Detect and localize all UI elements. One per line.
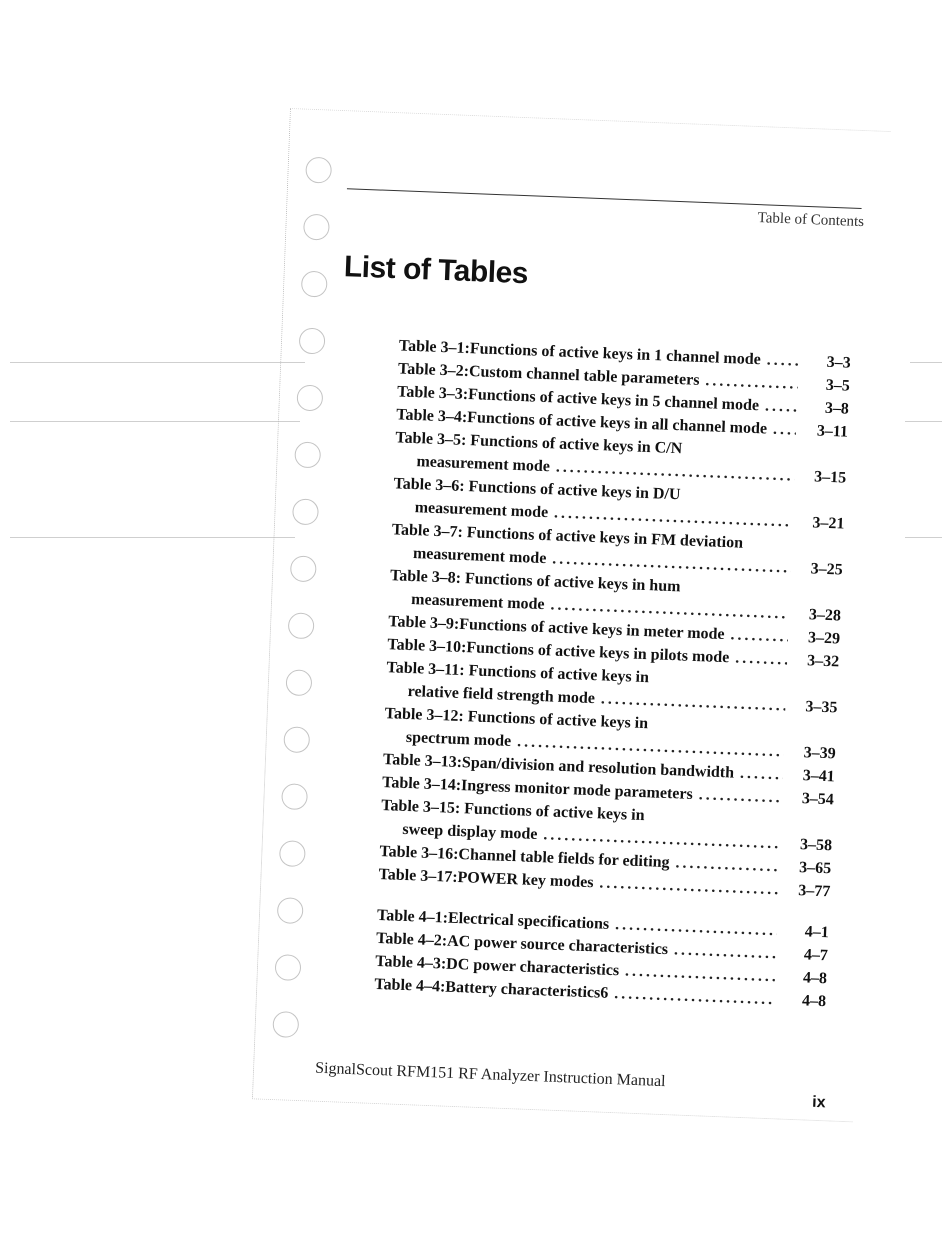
dot-leader bbox=[773, 418, 797, 442]
dot-leader bbox=[730, 623, 788, 648]
table-page-number: 3–41 bbox=[802, 767, 836, 786]
table-label: Table 3–14: bbox=[381, 774, 462, 795]
table-title-continued: measurement mode bbox=[414, 499, 549, 522]
table-label: Table 3–13: bbox=[382, 751, 463, 772]
table-title: Functions of active keys in bbox=[468, 662, 650, 687]
table-title-continued: relative field strength mode bbox=[407, 682, 596, 708]
table-title: Functions of active keys in 5 channel mode bbox=[467, 386, 760, 415]
table-page-number: 4–8 bbox=[802, 969, 828, 988]
manual-title: SignalScout RFM151 RF Analyzer Instruction Manual bbox=[314, 1059, 666, 1091]
table-page-number: 3–39 bbox=[803, 744, 836, 763]
table-title: Functions of active keys in FM deviation bbox=[466, 524, 744, 552]
page-number: ix bbox=[811, 1093, 826, 1112]
table-page-number: 3–21 bbox=[812, 514, 845, 533]
table-label: Table 3–2: bbox=[397, 360, 470, 381]
table-page-number: 3–25 bbox=[810, 560, 843, 579]
table-title: Electrical specifications bbox=[447, 909, 610, 933]
running-header: Table of Contents bbox=[757, 210, 865, 231]
dot-leader bbox=[765, 394, 798, 418]
table-title: Custom channel table parameters bbox=[468, 363, 700, 389]
table-label: Table 3–4: bbox=[395, 406, 468, 427]
table-label: Table 4–1: bbox=[376, 906, 449, 927]
scan-line bbox=[905, 537, 942, 538]
table-title: Functions of active keys in bbox=[467, 708, 649, 733]
table-title-continued: spectrum mode bbox=[405, 728, 512, 750]
table-title-continued: measurement mode bbox=[410, 591, 545, 614]
dot-leader bbox=[766, 348, 799, 372]
table-page-number: 3–65 bbox=[798, 859, 832, 878]
table-title: Functions of active keys in meter mode bbox=[458, 615, 725, 644]
table-title: Battery characteristics6 bbox=[445, 978, 609, 1002]
table-title: Functions of active keys in hum bbox=[464, 570, 681, 596]
table-title: Ingress monitor mode parameters bbox=[460, 777, 694, 803]
dot-leader bbox=[735, 647, 788, 672]
table-title: Channel table fields for editing bbox=[458, 846, 670, 872]
table-label: Table 4–4: bbox=[374, 975, 446, 996]
table-title-continued: measurement mode bbox=[416, 453, 551, 476]
table-page-number: 3–11 bbox=[816, 422, 849, 441]
table-title: Functions of active keys in all channel mode bbox=[466, 409, 768, 438]
table-label: Table 3–12: bbox=[384, 705, 465, 726]
table-label: Table 3–7: bbox=[391, 521, 464, 541]
table-page-number: 3–58 bbox=[799, 836, 833, 855]
scan-line bbox=[10, 362, 305, 363]
table-label: Table 3–8: bbox=[389, 567, 462, 587]
table-page-number: 3–29 bbox=[807, 629, 841, 648]
table-title: AC power source characteristics bbox=[446, 932, 669, 959]
table-page-number: 4–8 bbox=[801, 992, 827, 1011]
table-page-number: 4–1 bbox=[804, 923, 830, 942]
table-label: Table 3–10: bbox=[387, 636, 467, 657]
table-label: Table 3–15: bbox=[380, 797, 461, 818]
table-title: POWER key modes bbox=[457, 869, 594, 892]
table-label: Table 3–3: bbox=[396, 383, 469, 404]
table-title: Functions of active keys in pilots mode bbox=[466, 639, 730, 667]
table-page-number: 3–5 bbox=[825, 376, 851, 395]
dot-leader bbox=[698, 783, 782, 809]
table-page-number: 3–15 bbox=[813, 468, 847, 487]
table-page-number: 3–8 bbox=[824, 399, 850, 418]
scan-line bbox=[10, 537, 295, 538]
table-title: Functions of active keys in bbox=[463, 800, 645, 825]
scan-line bbox=[910, 362, 942, 363]
manual-page bbox=[252, 108, 890, 1130]
table-page-number: 3–77 bbox=[798, 882, 831, 901]
table-label: Table 4–3: bbox=[374, 952, 447, 973]
table-label: Table 3–1: bbox=[398, 337, 471, 358]
table-title-continued: measurement mode bbox=[412, 545, 547, 568]
table-page-number: 3–32 bbox=[806, 652, 840, 671]
list-of-tables bbox=[374, 334, 851, 1013]
page-heading: List of Tables bbox=[343, 250, 529, 291]
table-page-number: 4–7 bbox=[803, 946, 829, 965]
scan-line bbox=[905, 421, 942, 422]
table-title: Functions of active keys in C/N bbox=[470, 432, 683, 458]
table-page-number: 3–3 bbox=[826, 353, 851, 372]
table-label: Table 3–16: bbox=[379, 842, 459, 864]
table-label: Table 3–6: bbox=[393, 475, 465, 495]
table-title: Functions of active keys in D/U bbox=[468, 478, 681, 504]
table-label: Table 3–5: bbox=[395, 429, 467, 450]
table-title: Functions of active keys in 1 channel mode bbox=[469, 340, 762, 369]
table-title: DC power characteristics bbox=[445, 955, 620, 980]
table-page-number: 3–54 bbox=[801, 790, 835, 809]
table-label: Table 3–17: bbox=[378, 865, 458, 886]
table-label: Table 3–9: bbox=[388, 613, 460, 633]
table-title-continued: sweep display mode bbox=[402, 820, 538, 844]
table-label: Table 4–2: bbox=[375, 929, 448, 950]
scan-line bbox=[10, 421, 300, 422]
table-title: Span/division and resolution bandwidth bbox=[461, 754, 735, 782]
table-label: Table 3–11: bbox=[386, 659, 465, 680]
table-page-number: 3–35 bbox=[805, 698, 838, 717]
table-page-number: 3–28 bbox=[808, 606, 842, 625]
dot-leader bbox=[740, 762, 784, 787]
